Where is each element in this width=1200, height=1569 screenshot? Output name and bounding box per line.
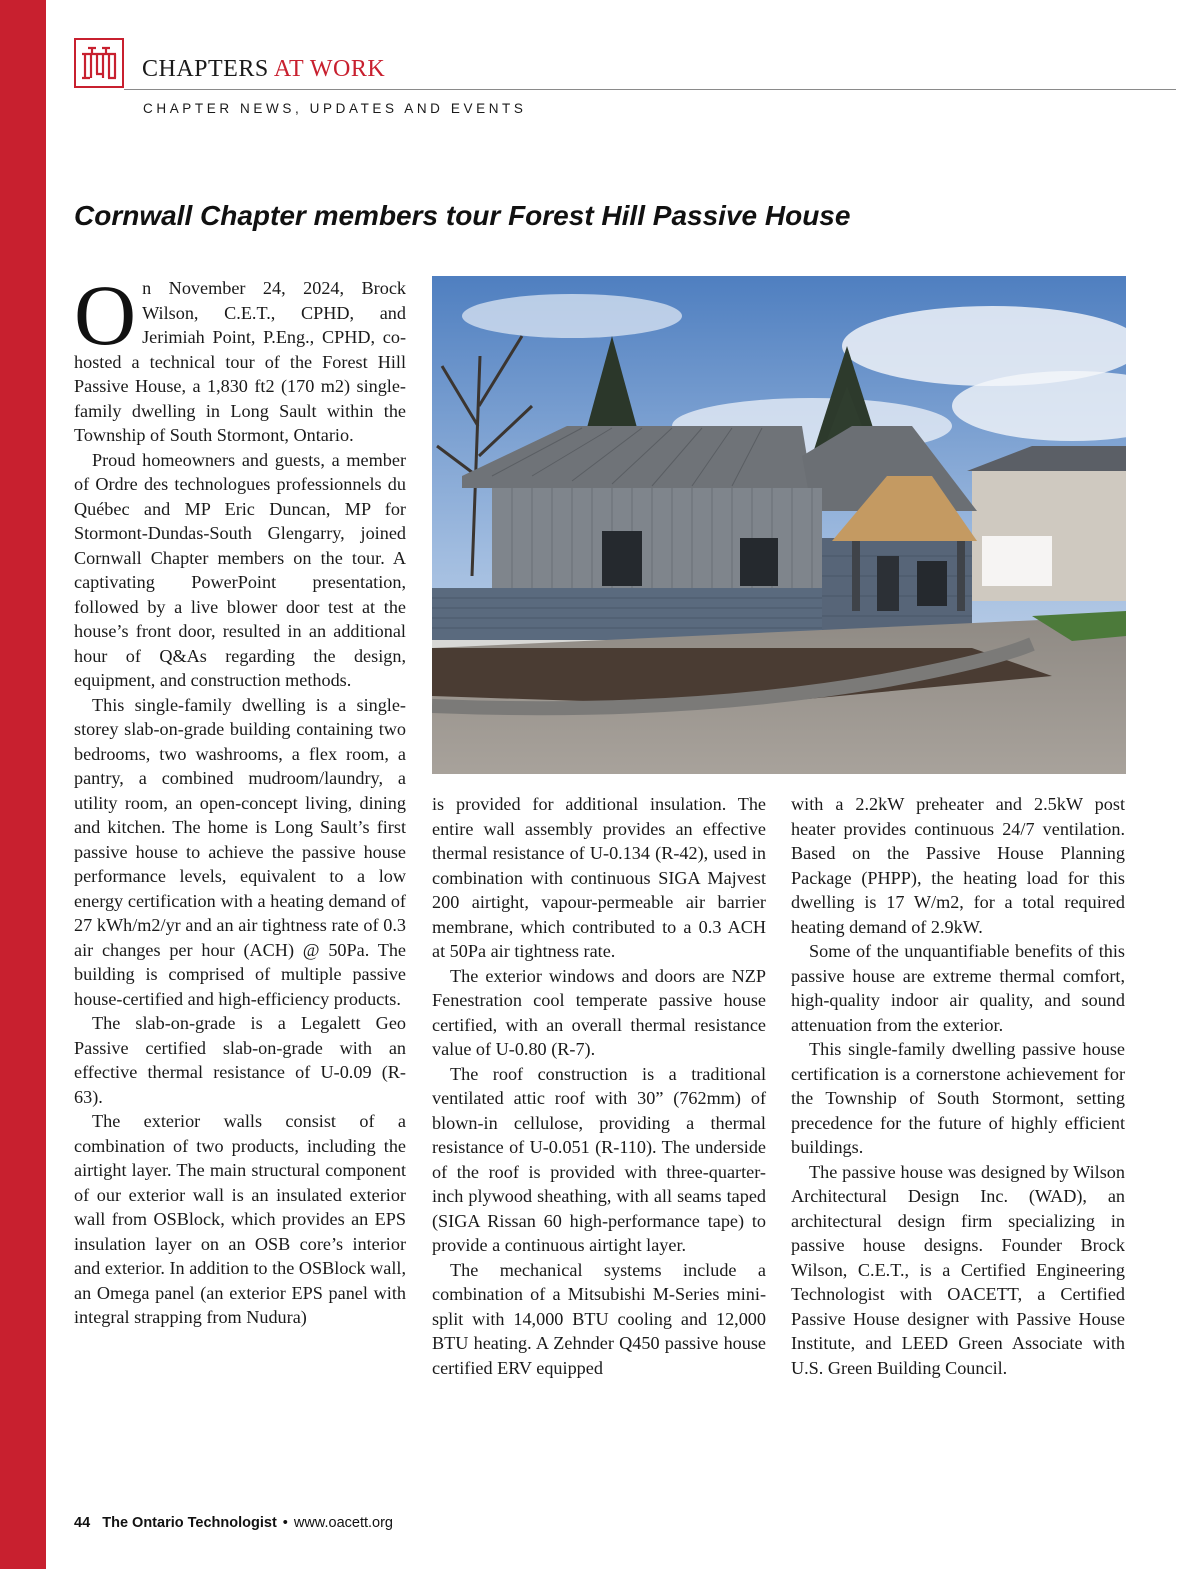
- article-paragraph: The exterior walls consist of a combination of two products, including the airtight layer. The main structural component of our exterior wall is an insulated exterior wall from OSBlock, which provides an EPS insulation layer on an OSB core’s interior and exterior. In addition to the OSBlock wall, an Omega panel (an exterior EPS panel with integral strapping from Nudura): [74, 1111, 406, 1327]
- article-column-2: [432, 792, 766, 1380]
- footer-separator: •: [282, 1515, 288, 1531]
- article-paragraph: The slab-on-grade is a Legalett Geo Passive certified slab-on-grade with an effective thermal resistance of U-0.09 (R-63).: [74, 1013, 406, 1107]
- article-paragraph: This single-family dwelling passive house certification is a cornerstone achievement for the Township of South Stormont, setting precedence for the future of highly efficient buildings.: [791, 1039, 1125, 1157]
- page-footer: [74, 1515, 393, 1531]
- article-paragraph: Some of the unquantifiable benefits of this passive house are extreme thermal comfort, high-quality indoor air quality, and sound attenuation from the exterior.: [791, 941, 1125, 1035]
- header-divider: [124, 89, 1176, 90]
- article-paragraph: This single-family dwelling is a single-storey slab-on-grade building containing two bedrooms, two washrooms, a flex room, a pantry, a combined mudroom/laundry, a utility room, an open-concept living, dining and kitchen. The home is Long Sault’s first passive house to achieve the passive house performance levels, equivalent to a low energy certification with a heating demand of 27 kWh/m2/yr and an air tightness rate of 0.3 air changes per hour (ACH) @ 50Pa. The building is comprised of multiple passive house-certified and high-efficiency products.: [74, 694, 406, 1009]
- accent-side-bar: [0, 0, 46, 1569]
- article-paragraph: The mechanical systems include a combination of a Mitsubishi M-Series mini-split with 14,000 BTU cooling and 12,000 BTU heating. A Zehnder Q450 passive house certified ERV equipped: [432, 1259, 766, 1378]
- article-headline: Cornwall Chapter members tour Forest Hill Passive House: [74, 200, 851, 231]
- article-paragraph: Proud homeowners and guests, a member of Ordre des technologues professionnels du Québec and MP Eric Duncan, MP for Stormont-Dundas-South Glengarry, joined Cornwall Chapter members on the tour. A captivating PowerPoint presentation, followed by a live blower door test at the house’s front door, resulted in an additional hour of Q&As regarding the design, equipment, and construction methods.: [74, 449, 406, 690]
- section-title-accent: AT WORK: [273, 56, 386, 82]
- article-paragraph: The roof construction is a traditional ventilated attic roof with 30” (762mm) of blown-in cellulose, providing a thermal resistance of U-0.051 (R-110). The underside of the roof is provided with three-quarter-inch plywood sheathing, with all seams taped (SIGA Rissan 60 high-performance tape) to provide a continuous airtight layer.: [432, 1063, 766, 1255]
- house-photo: [432, 276, 1126, 774]
- article-column-3: [791, 792, 1125, 1380]
- section-title: [142, 56, 385, 83]
- oacett-logo: [74, 38, 124, 88]
- section-subheader: CHAPTER NEWS, UPDATES AND EVENTS: [143, 101, 527, 116]
- drop-cap: O: [74, 267, 137, 363]
- article-paragraph: is provided for additional insulation. The entire wall assembly provides an effective thermal resistance of U-0.134 (R-42), used in combination with continuous SIGA Majvest 200 airtight, vapour-permeable air barrier membrane, which contributed to a 0.3 ACH at 50Pa air tightness rate.: [432, 794, 766, 961]
- article-paragraph: with a 2.2kW preheater and 2.5kW post heater provides continuous 24/7 ventilation. Based on the Passive House Planning Package (PHPP), the heating load for this dwelling is 17 W/m2, for a total required heating demand of 2.9kW.: [791, 794, 1125, 937]
- page-number: 44: [74, 1515, 91, 1531]
- website-link[interactable]: www.oacett.org: [293, 1515, 393, 1531]
- article-paragraph: The exterior windows and doors are NZP Fenestration cool temperate passive house certified, with an overall thermal resistance value of U-0.80 (R-7).: [432, 965, 766, 1059]
- article-paragraph: On November 24, 2024, Brock Wilson, C.E.T., CPHD, and Jerimiah Point, P.Eng., CPHD, co-hosted a technical tour of the Forest Hill Passive House, a 1,830 ft2 (170 m2) single-family dwelling in Long Sault within the Township of South Stormont, Ontario.: [74, 267, 406, 445]
- publication-name: The Ontario Technologist: [102, 1515, 277, 1531]
- article-column-1: [74, 267, 406, 1330]
- section-title-main: CHAPTERS: [142, 56, 274, 82]
- article-paragraph: The passive house was designed by Wilson Architectural Design Inc. (WAD), an architectural design firm specializing in passive house designs. Founder Brock Wilson, C.E.T., is a Certified Engineering Technologist with OACETT, a Certified Passive House designer with Passive House Institute, and LEED Green Associate with U.S. Green Building Council.: [791, 1161, 1125, 1378]
